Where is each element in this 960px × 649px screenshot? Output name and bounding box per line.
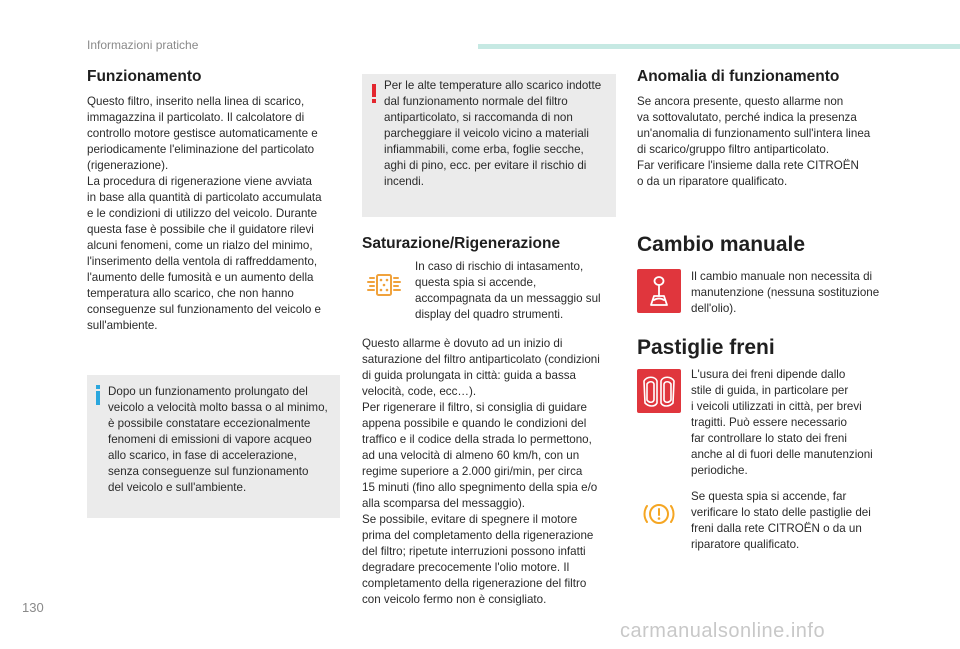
warning-box-text: Per le alte temperature allo scarico indotte dal funzionamento normale del filtro antiparticolato, si raccomanda di non parcheggiare il veicolo vicino a materiali infiammabili, come erba, foglie secche, aghi di pino, ecc. per evitare il rischio di incendi. [384, 79, 602, 188]
header-bar [478, 44, 960, 49]
funzionamento-paragraph: Questo filtro, inserito nella linea di scarico, immagazzina il particolato. Il calcolatore di controllo motore gestisce automaticamente e periodicamente l'eliminazione del particolato (rigenerazione). La procedura di rigenerazione viene avviata in base alla quantità di particolato accumulata e le condizioni di utilizzo del veicolo. Durante questa fase è possibile che il guidatore rilevi alcuni fenomeni, come un rialzo del minimo, l'inserimento della ventola di raffreddamento, l'aumento delle fumosità e un aumento della temperatura allo scarico, che non hanno conseguenze sul funzionamento del veicolo e sull'ambiente. [87, 95, 322, 332]
particle-filter-light-text: In caso di rischio di intasamento, questa spia si accende, accompagnata da un messaggio sul display del quadro strumenti. [415, 260, 601, 321]
brake-warning-light-icon [637, 492, 681, 536]
saturazione-paragraph: Questo allarme è dovuto ad un inizio di saturazione del filtro antiparticolato (condizioni di guida prolungata in città: guida a bassa velocità, code, ecc…). Per rigenerare il filtro, si consiglia di guidare appena possibile e quando le condizioni del traffico e il codice della strada lo permettono, ad una velocità di almeno 60 km/h, con un regime superiore a 2.000 giri/min, per circa 15 minuti (fino allo spegnimento della spia e/o alla scomparsa del messaggio). Se possibile, evitare di spegnere il motore prima del completamento della rigenerazione del filtro; ripetute interruzioni possono infatti degradare precocemente l'olio motore. Il completamento della rigenerazione del filtro con veicolo fermo non è consigliato. [362, 337, 600, 606]
cambio-manuale-text: Il cambio manuale non necessita di manutenzione (nessuna sostituzione dell'olio). [691, 270, 880, 315]
heading-pastiglie-freni: Pastiglie freni [637, 336, 775, 359]
heading-cambio-manuale: Cambio manuale [637, 233, 806, 256]
pastiglie-freni-text: L'usura dei freni dipende dallo stile di guida, in particolare per i veicoli utilizzati in città, per brevi tragitti. Può essere necessario far controllare lo stato dei freni anche al di fuori delle manutenzioni periodiche. [691, 368, 873, 477]
warning-icon [372, 84, 376, 104]
anomalia-paragraph: Se ancora presente, questo allarme non va sottovalutato, perché indica la presenza un'anomalia di funzionamento sull'intera linea di scarico/gruppo filtro antiparticolato. Far verificare l'insieme dalla rete CITROËN o da un riparatore qualificato. [637, 95, 871, 188]
brake-pads-icon [637, 369, 681, 413]
gear-shift-icon [637, 269, 681, 313]
page-number: 130 [22, 600, 44, 615]
heading-funzionamento: Funzionamento [87, 68, 202, 85]
particle-filter-warning-icon [362, 263, 406, 307]
heading-saturazione: Saturazione/Rigenerazione [362, 235, 561, 252]
info-icon [96, 385, 100, 405]
info-box-text: Dopo un funzionamento prolungato del veicolo a velocità molto bassa o al minimo, è possibile constatare eccezionalmente fenomeni di emissioni di vapore acqueo allo scarico, in fase di accelerazione, senza conseguenze sul funzionamento del veicolo e sull'ambiente. [108, 385, 328, 494]
heading-anomalia: Anomalia di funzionamento [637, 68, 840, 85]
watermark: carmanualsonline.info [620, 620, 826, 642]
info-box [87, 375, 340, 518]
warning-box [362, 74, 616, 217]
section-title: Informazioni pratiche [87, 38, 199, 52]
brake-light-text: Se questa spia si accende, far verificare lo stato delle pastiglie dei freni dalla rete CITROËN o da un riparatore qualificato. [691, 490, 871, 551]
